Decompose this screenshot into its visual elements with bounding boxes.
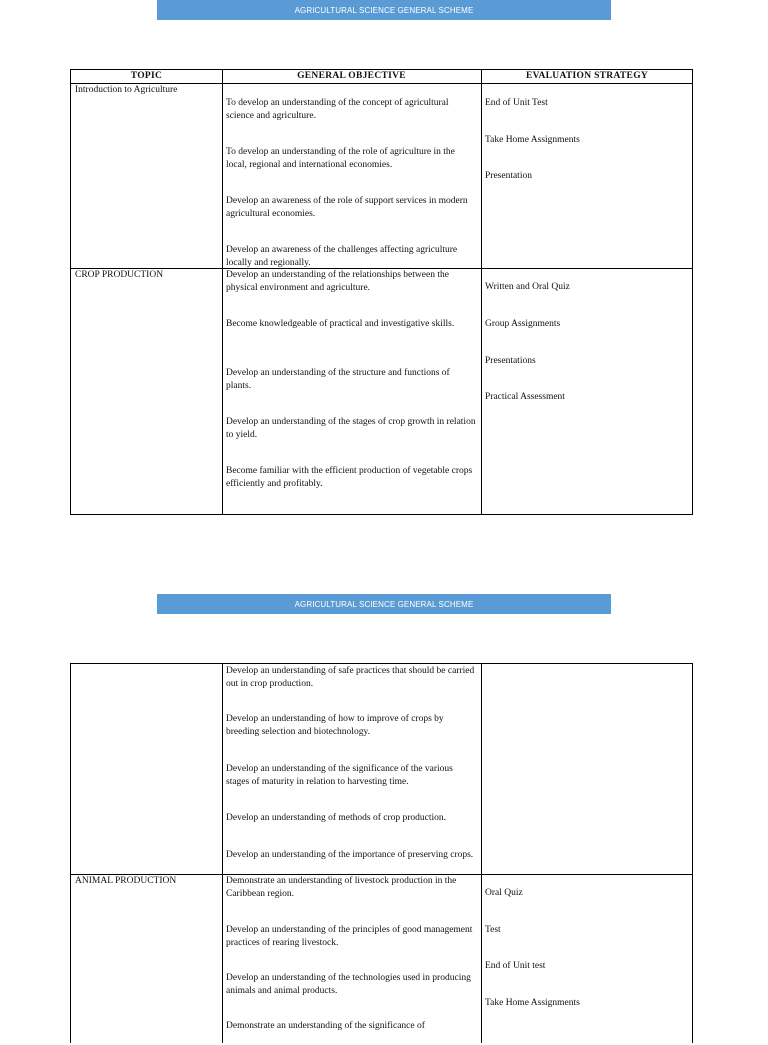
banner-title: AGRICULTURAL SCIENCE GENERAL SCHEME [294,599,474,609]
objective-item: Develop an understanding of the structure and functions of plants. [226,368,450,391]
objective-item: Become knowledgeable of practical and investigative skills. [226,319,455,329]
page-banner [157,0,611,20]
objective-item: Develop an understanding of the relationships between the physical environment and agriculture. [226,270,449,293]
evaluation-item: Take Home Assignments [485,998,580,1008]
table-row [71,268,692,515]
objective-item: Develop an awareness of the challenges affecting agriculture locally and regionally. [226,245,458,268]
table-row [71,664,692,874]
header-topic: TOPIC [130,71,163,81]
objective-item: To develop an understanding of the concept of agricultural science and agriculture. [226,98,449,121]
header-evaluation-strategy: EVALUATION STRATEGY [525,71,649,81]
header-general-objective: GENERAL OBJECTIVE [297,71,406,81]
evaluation-item: Group Assignments [485,319,561,329]
objective-item: Develop an understanding of the principles of good management practices of rearing livestock. [226,925,473,948]
objective-item: Develop an understanding of safe practices that should be carried out in crop production. [226,666,475,689]
page-banner [157,594,611,614]
evaluation-item: Take Home Assignments [485,135,580,145]
scheme-table-2 [70,663,693,1043]
objective-item: Develop an understanding of the technologies used in producing animals and animal products. [226,973,471,996]
evaluation-item: End of Unit Test [485,98,548,108]
evaluation-item: Presentation [485,171,532,181]
scheme-table-1 [70,69,693,515]
objective-item: To develop an understanding of the role of agriculture in the local, regional and international economies. [226,147,455,170]
objective-item: Demonstrate an understanding of the significance of [226,1021,425,1031]
objective-item: Become familiar with the efficient production of vegetable crops efficiently and profitably. [226,466,473,489]
objective-item: Develop an understanding of the significance of the various stages of maturity in relation to harvesting time. [226,764,453,787]
topic-cell: CROP PRODUCTION [75,270,164,280]
topic-cell: ANIMAL PRODUCTION [75,876,177,886]
evaluation-item: Oral Quiz [485,888,523,898]
objective-item: Demonstrate an understanding of livestock production in the Caribbean region. [226,876,457,899]
evaluation-item: End of Unit test [485,961,546,971]
banner-title: AGRICULTURAL SCIENCE GENERAL SCHEME [294,5,474,15]
evaluation-item: Practical Assessment [485,392,565,402]
table-row [71,874,692,1045]
objective-item: Develop an understanding of how to improve of crops by breeding selection and biotechnology. [226,714,444,737]
table-row [71,83,692,269]
table-header-row [71,70,692,83]
objective-item: Develop an understanding of the stages of crop growth in relation to yield. [226,417,476,440]
evaluation-item: Test [485,925,501,935]
objective-item: Develop an awareness of the role of support services in modern agricultural economies. [226,196,468,219]
objective-item: Develop an understanding of the importance of preserving crops. [226,850,474,860]
topic-cell: Introduction to Agriculture [75,85,178,95]
objective-item: Develop an understanding of methods of crop production. [226,813,447,823]
evaluation-item: Written and Oral Quiz [485,282,570,292]
evaluation-item: Presentations [485,356,536,366]
